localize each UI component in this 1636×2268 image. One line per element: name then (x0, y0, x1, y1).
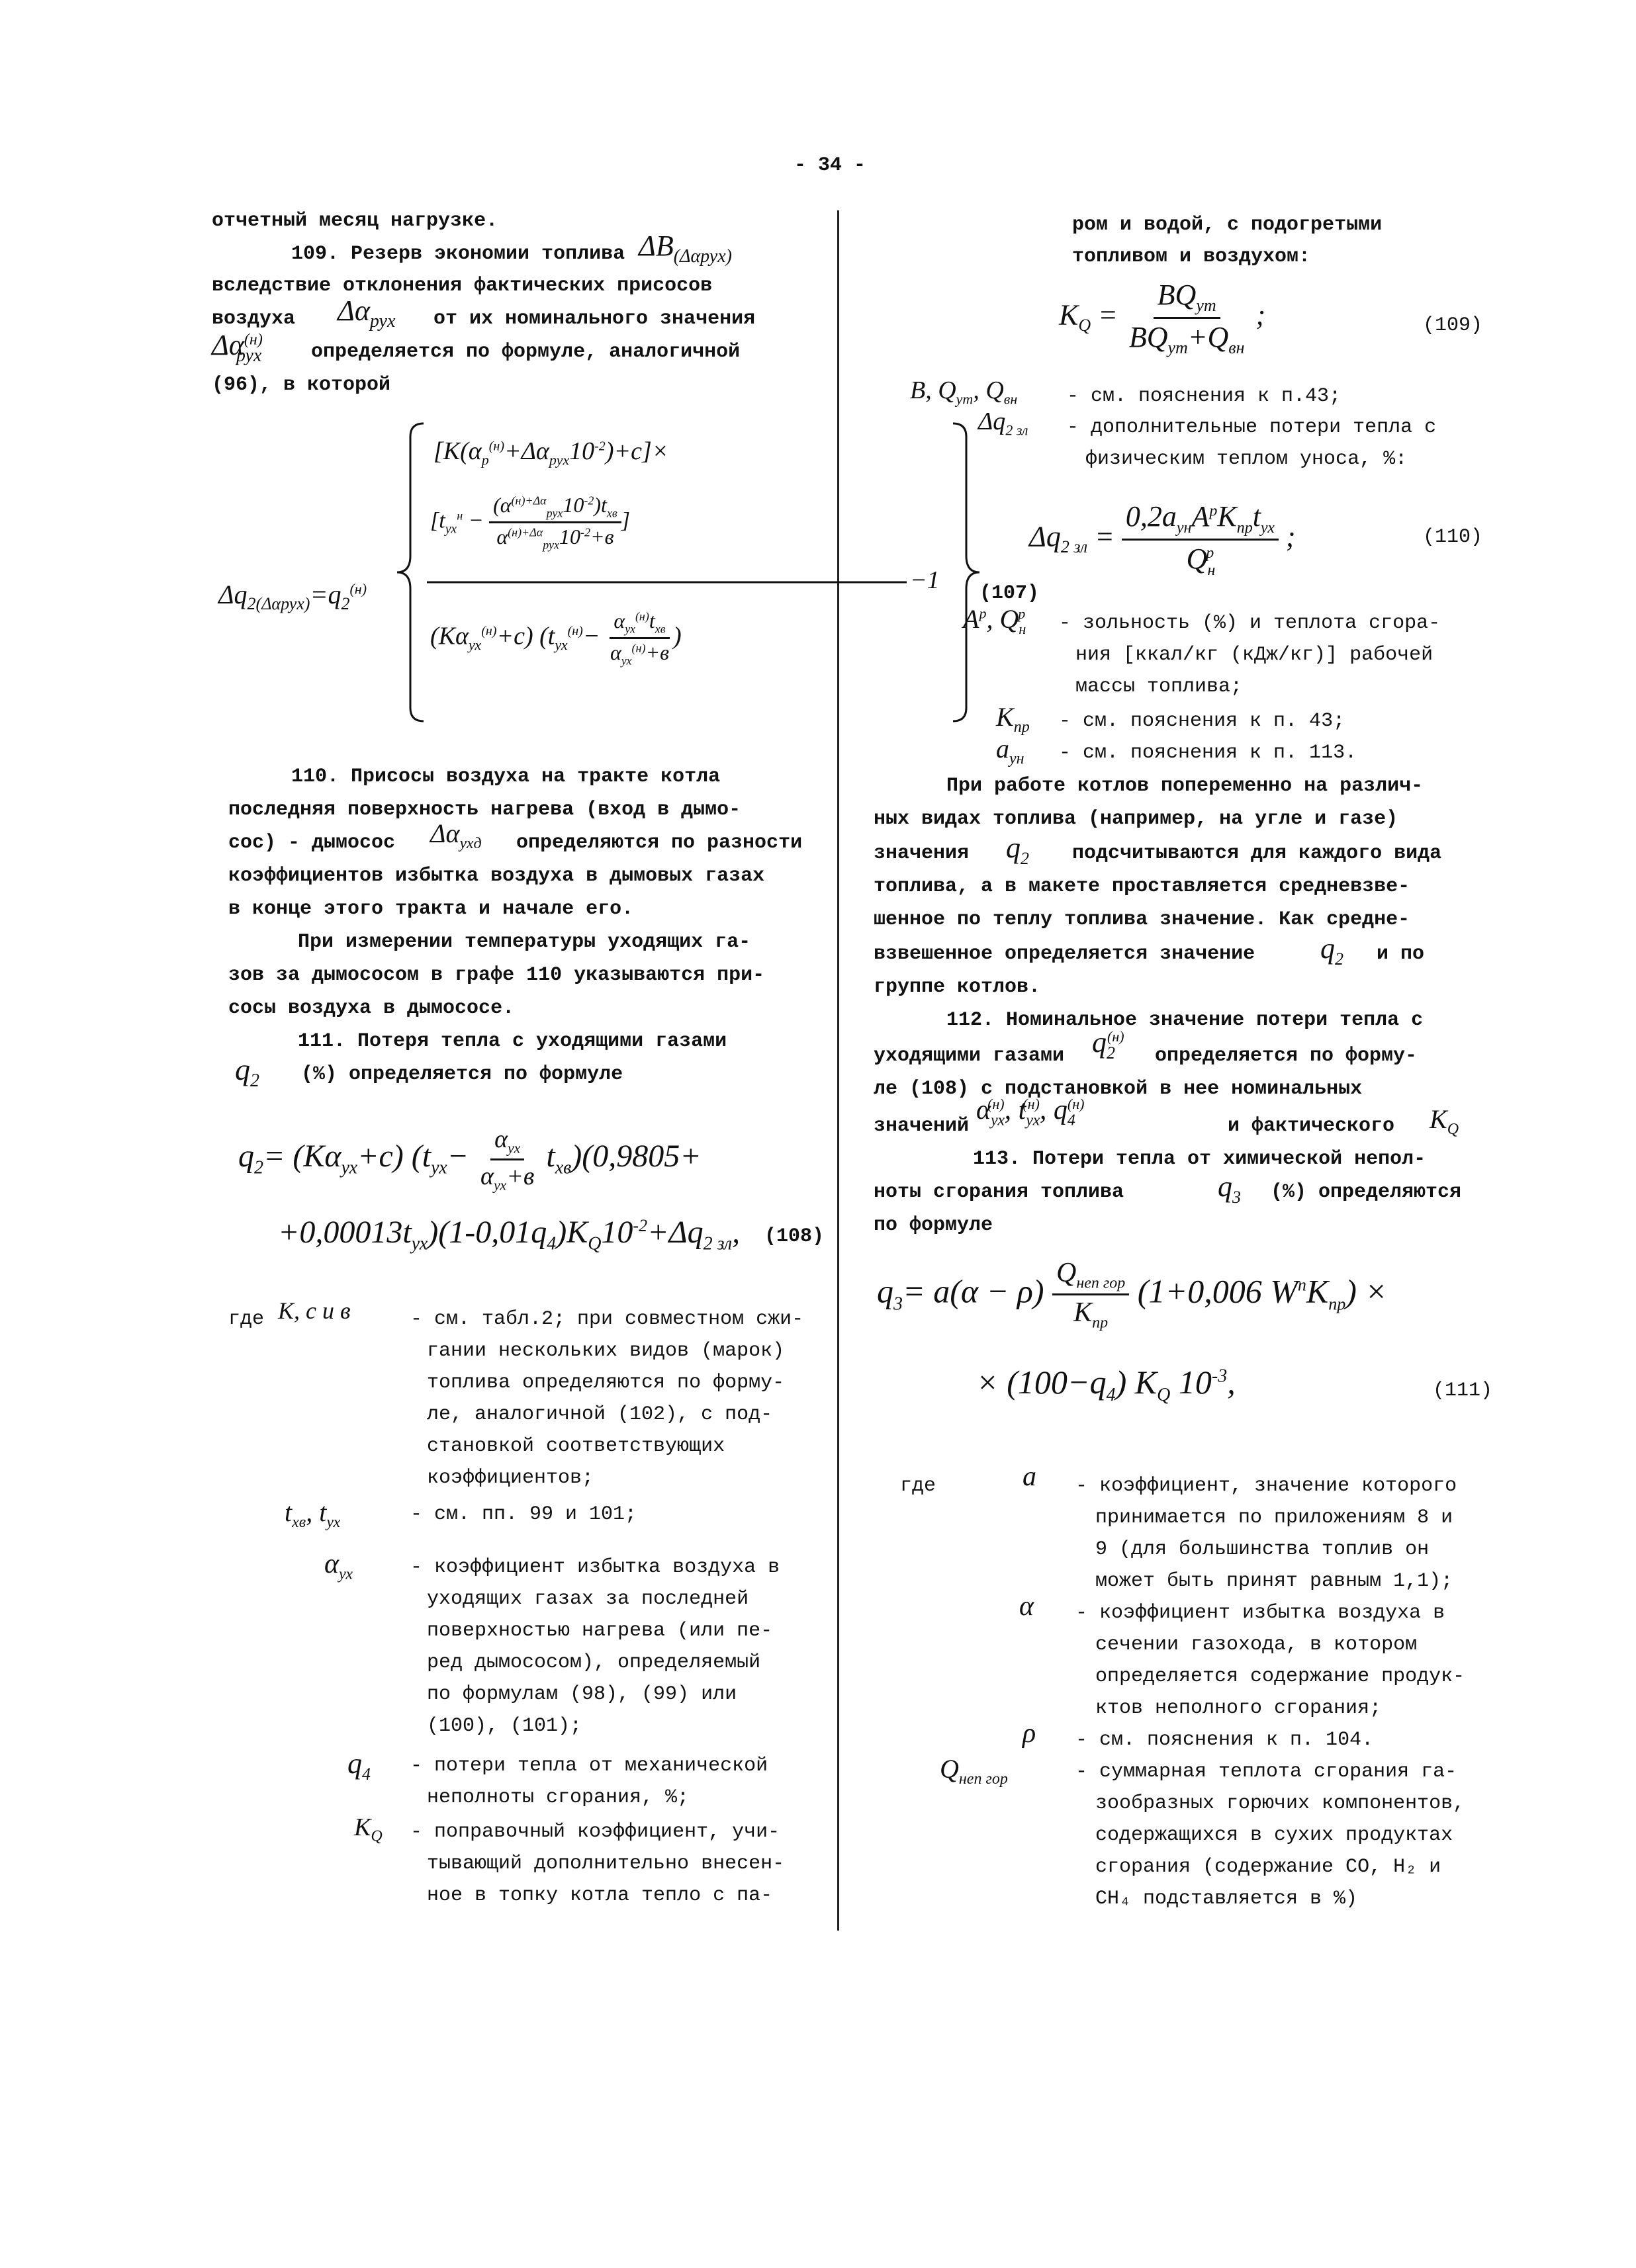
symbol-q3: $q_3$ (1218, 1170, 1241, 1207)
p113-line-2a: ноты сгорания топлива (874, 1181, 1124, 1203)
def-kcb-line-6: коэффициентов; (427, 1467, 594, 1489)
p113-line-3: по формуле (874, 1214, 993, 1237)
def-kcb-line-5: становкой соответствующих (427, 1435, 725, 1458)
symbol-delta-b: $\Delta B_{(\Delta\alpha руx)}$ (639, 230, 732, 267)
p-mid-line-6b: и по (1377, 943, 1425, 965)
eq107-den: $(K\alpha_{ух}^{(н)}+c)$ ($t_{ух}^{(н)}-$ $\frac{\alpha_{ух}^{(н)}t_{xв}}{\alpha_{ух}^{(н)}+в}$ ) (430, 609, 682, 668)
def-ayn-symbol: $a_{ун}$ (996, 734, 1024, 767)
p110-line-5: в конце этого тракта и начале его. (228, 898, 634, 920)
eq107-minus-one: −1 (910, 566, 940, 594)
p110-line-2: последняя поверхность нагрева (вход в дымо- (228, 799, 741, 821)
eq108-line-1: $q_2= (K\alpha_{ух}+c)$ ($t_{ух}-$ $\frac{\alpha_{ух}}{\alpha_{ух}+в}$ $t_{xв})(0,9805+$ (238, 1125, 702, 1194)
def-q4-symbol: $q_4$ (347, 1747, 371, 1784)
def-kcb-line-4: ле, аналогичной (102), с под- (427, 1403, 773, 1426)
def3-a-symbol: a (1022, 1461, 1036, 1492)
eq108-line-2: $+0,00013t_{ух})(1-0,01q_4)K_Q10^{-2}+\Delta q_{2 зл}$, (278, 1215, 741, 1254)
p-mid-line-6a: взвешенное определяется значение (874, 943, 1255, 965)
def3-rho-symbol: ρ (1022, 1718, 1036, 1749)
symbol-delta-alpha: $\Delta\alpha_{руx}$ (338, 294, 396, 331)
def-alpha-yx-line-5: по формулам (98), (99) или (427, 1683, 737, 1706)
def3-a-line-3: 9 (для большинства топлив он (1095, 1538, 1430, 1561)
def-dq2zl-line-2: физическим теплом уноса, %: (1085, 448, 1408, 470)
eq109-label: (109) (1423, 314, 1483, 337)
def-q4-line-1: - потери тепла от механической (410, 1755, 768, 1777)
p112-line-4b: и фактического (1228, 1115, 1395, 1137)
def3-alpha-symbol: α (1019, 1591, 1034, 1622)
eq107-num-line1: $[K(\alpha_p^{(н)}+\Delta\alpha_{руx}10^{-2})+c]\times$ (433, 437, 669, 468)
def-kq-line-1: - поправочный коэффициент, учи- (410, 1821, 780, 1843)
def-kpr-symbol: $K_{пр}$ (996, 702, 1030, 736)
eq110: $\Delta q_{2 зл}$ = $\frac{0,2a_{ун}A^pK_{пр}t_{ух}}{Q_н^p}$ ; (1029, 500, 1296, 579)
left-line-1: отчетный месяц нагрузке. (212, 210, 498, 232)
def-txb-line-1: - см. пп. 99 и 101; (410, 1503, 637, 1526)
left-line-6: (96), в которой (212, 374, 391, 396)
def-kcb-line-3: топлива определяются по форму- (427, 1372, 785, 1394)
def3-alpha-line-1: - коэффициент избытка воздуха в (1075, 1602, 1445, 1624)
def-alpha-yx-line-2: уходящих газах за последней (427, 1588, 749, 1610)
def-kcb-line-2: гании нескольких видов (марок) (427, 1340, 785, 1362)
def3-a-line-1: - коэффициент, значение которого (1075, 1475, 1457, 1497)
eq111-label: (111) (1433, 1379, 1493, 1402)
def-alpha-yx-line-6: (100), (101); (427, 1715, 582, 1737)
p110-line-7: зов за дымососом в графе 110 указываются при- (228, 964, 765, 986)
def-txb-symbol: $t_{xв}$, $t_{ух}$ (285, 1497, 341, 1531)
symbol-q2: $q_2$ (235, 1053, 259, 1092)
p110-line-1: 110. Присосы воздуха на тракте котла (291, 765, 721, 788)
def-kq-line-3: ное в топку котла тепло с па- (427, 1884, 773, 1907)
p111-line-2: (%) определяется по формуле (301, 1063, 623, 1086)
eq107-lhs: $\Delta q_{2(\Delta\alpha руx)}=q_2^{(н)}$ (218, 580, 367, 613)
symbol-delta-alpha-yxd: $\Delta\alpha_{ухд}$ (430, 818, 482, 852)
p-mid-line-1: При работе котлов попеременно на различ- (946, 775, 1424, 797)
p111-line-1: 111. Потеря тепла с уходящими газами (298, 1030, 727, 1053)
def-ap-qh-line-1: - зольность (%) и теплота сгора- (1059, 612, 1441, 634)
p110-line-8: сосы воздуха в дымососе. (228, 997, 515, 1020)
p-mid-line-3b: подсчитываются для каждого вида (1072, 842, 1442, 865)
def3-a-line-4: может быть принят равным 1,1); (1095, 1570, 1453, 1592)
def-alpha-yx-line-1: - коэффициент избытка воздуха в (410, 1556, 780, 1579)
def-kq-symbol: $K_Q$ (354, 1813, 383, 1845)
p-mid-line-4: топлива, а в макете проставляется средневзве- (874, 875, 1410, 898)
def3-alpha-line-2: сечении газохода, в котором (1095, 1634, 1418, 1656)
symbol-q2-nominal: $q_2^{(н)}$ (1092, 1026, 1124, 1063)
symbol-kq-fact: $K_Q$ (1430, 1104, 1459, 1138)
left-line-3: вследствие отклонения фактических присосов (212, 275, 713, 297)
symbol-delta-alpha-nominal: $\Delta\alpha^{(н)}_{руx}$ (212, 329, 263, 366)
def3-qnepgor-line-1: - суммарная теплота сгорания га- (1075, 1761, 1457, 1783)
def-lead-gde: где (228, 1308, 265, 1330)
item-109-heading: 109. Резерв экономии топлива (291, 243, 625, 265)
symbol-nominal-values: $\alpha_{ух}^{(н)}$, $t_{ух}^{(н)}$, $q_4^{(н)}$ (976, 1095, 1085, 1129)
def-b-qut-line-1: - см. пояснения к п.43; (1067, 385, 1341, 408)
def3-rho-line-1: - см. пояснения к п. 104. (1075, 1729, 1374, 1751)
def-dq2zl-symbol: $\Delta q_{2 зл}$ (978, 408, 1028, 439)
eq108-label: (108) (764, 1225, 825, 1248)
def-alpha-yx-line-4: ред дымососом), определяемый (427, 1651, 761, 1674)
def-ayn-line-1: - см. пояснения к п. 113. (1059, 742, 1357, 764)
p110-line-6: При измерении температуры уходящих га- (298, 931, 751, 953)
p110-line-4: коэффициентов избытка воздуха в дымовых газах (228, 865, 765, 887)
p112-line-1: 112. Номинальное значение потери тепла с (946, 1009, 1424, 1031)
def-kcb-symbol: K, c и в (278, 1297, 351, 1324)
def3-alpha-line-4: ктов неполного сгорания; (1095, 1697, 1382, 1720)
def-dq2zl-line-1: - дополнительные потери тепла с (1067, 416, 1437, 439)
def3-alpha-line-3: определяется содержание продук- (1095, 1665, 1465, 1688)
p110-line-3a: сос) - дымосос (228, 832, 396, 854)
eq109: $K_Q$ = $\frac{BQ_{ут}}{BQ_{ут}+Q_{вн}}$ ; (1059, 279, 1266, 357)
right-intro-2: топливом и воздухом: (1072, 245, 1311, 268)
def3-a-line-2: принимается по приложениям 8 и (1095, 1506, 1453, 1529)
p112-line-4a: значений (874, 1115, 970, 1137)
eq110-label: (110) (1423, 526, 1483, 548)
p-mid-line-5: шенное по теплу топлива значение. Как средне- (874, 908, 1410, 931)
eq107-num-line2: [$t_{ух}^н$ − $\frac{(\alpha^{(н)+\Delta\alpha}_{руx}10^{-2})t_{xв}}{\alpha^{(н)+\Delta\alpha}_{руx}10^{-2}+в}$ ] (430, 493, 630, 552)
def-kq-line-2: тывающий дополнительно внесен- (427, 1853, 785, 1875)
symbol-q2-mid-2: $q_2$ (1320, 932, 1343, 969)
left-line-5: определяется по формуле, аналогичной (311, 341, 741, 363)
eq111-line-2: × $(100-q_4)$ $K_Q$ $10^{-3}$, (976, 1364, 1236, 1405)
def-ap-qh-line-2: ния [ккал/кг (кДж/кг)] рабочей (1075, 644, 1433, 666)
def3-lead-gde: где (900, 1475, 936, 1497)
def-alpha-yx-line-3: поверхностью нагрева (или пе- (427, 1620, 773, 1642)
p112-line-2b: определяется по форму- (1155, 1045, 1418, 1067)
symbol-q2-mid: $q_2$ (1006, 832, 1029, 868)
right-intro-1: ром и водой, с подогретыми (1072, 214, 1383, 236)
eq107-label: (107) (979, 582, 1040, 605)
p113-line-2b: (%) определяются (1271, 1181, 1462, 1203)
def-kcb-line-1: - см. табл.2; при совместном сжи- (410, 1308, 804, 1330)
p-mid-line-3a: значения (874, 842, 970, 865)
def3-qnepgor-symbol: $Q_{неп гор}$ (940, 1754, 1008, 1788)
def-ap-qh-line-3: массы топлива; (1075, 676, 1243, 698)
left-line-4b: от их номинального значения (433, 308, 756, 330)
p-mid-line-2: ных видах топлива (например, на угле и газе) (874, 808, 1398, 830)
def-alpha-yx-symbol: $\alpha_{ух}$ (324, 1549, 353, 1583)
left-line-4a: воздуха (212, 308, 296, 330)
def-b-quт-symbol: B, $Q_{ут}$, $Q_{вн}$ (910, 376, 1018, 408)
p112-line-3: ле (108) с подстановкой в нее номинальных (874, 1078, 1363, 1100)
def3-qnepgor-line-5: CH₄ подставляется в %) (1095, 1888, 1358, 1910)
def-kpr-line-1: - см. пояснения к п. 43; (1059, 710, 1345, 732)
p113-line-1: 113. Потери тепла от химической непол- (973, 1148, 1426, 1170)
p-mid-line-7: группе котлов. (874, 976, 1041, 998)
eq111-line-1: $q_3= a(\alpha - \rho)$ $\frac{Q_{неп гор}}{K_{пр}}$ (1+0,006 $W^nK_{пр}$) × (877, 1258, 1388, 1332)
def3-qnepgor-line-2: зообразных горючих компонентов, (1095, 1792, 1465, 1815)
p110-line-3b: определяются по разности (516, 832, 803, 854)
def-q4-line-2: неполноты сгорания, %; (427, 1786, 690, 1809)
def-ap-qh-symbol: $A^p$, $Q_н^p$ (963, 604, 1026, 637)
p112-line-2a: уходящими газами (874, 1045, 1065, 1067)
def3-qnepgor-line-3: содержащихся в сухих продуктах (1095, 1824, 1453, 1847)
page-number: - 34 - (794, 154, 866, 177)
def3-qnepgor-line-4: сгорания (содержание CO, H₂ и (1095, 1856, 1441, 1878)
